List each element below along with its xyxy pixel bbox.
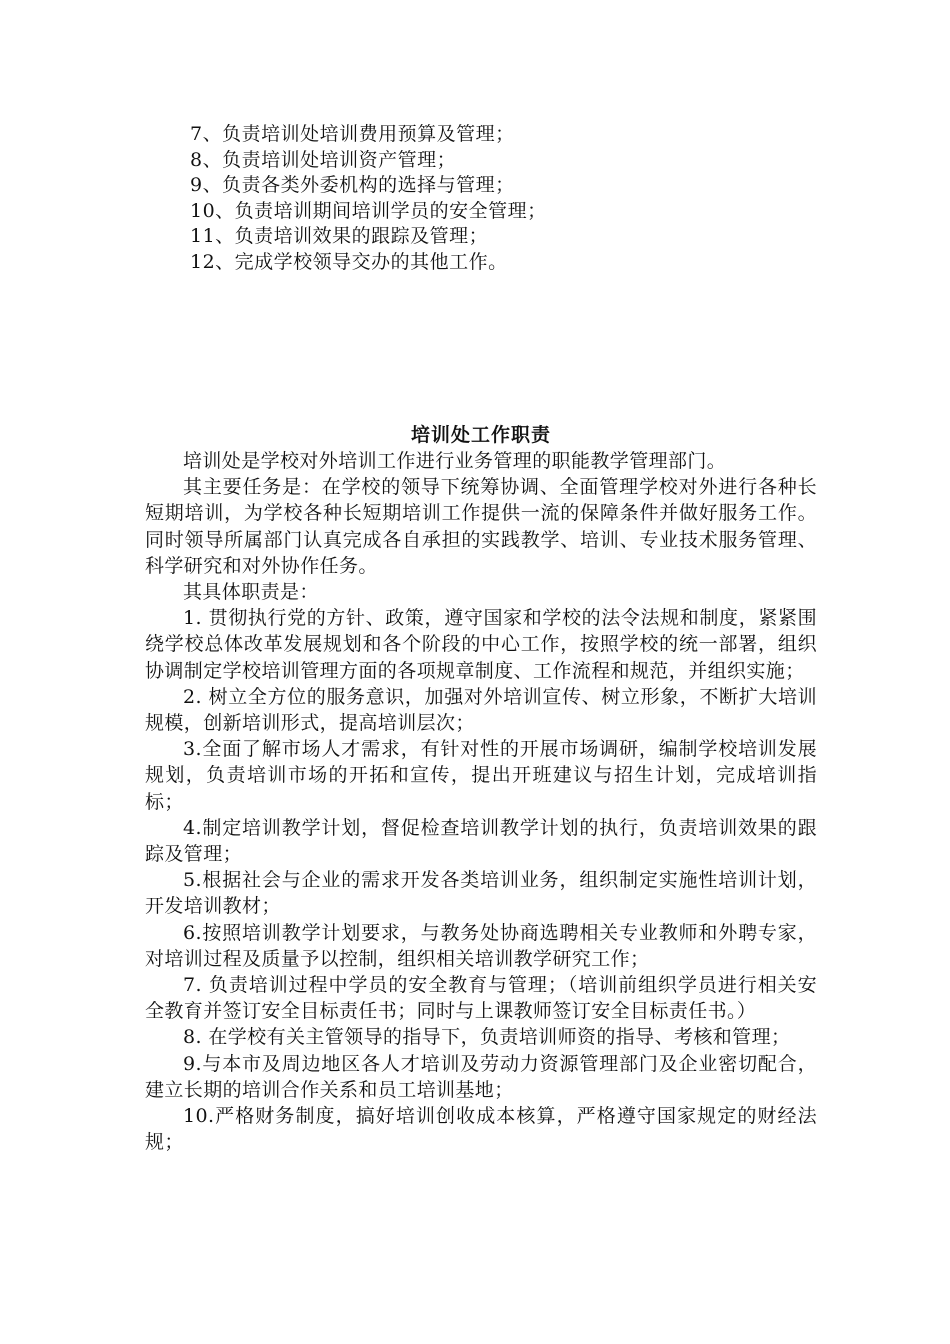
list-item: 8、负责培训处培训资产管理； xyxy=(190,148,457,171)
paragraph-specific-duties-heading: 其具体职责是： xyxy=(183,581,319,604)
training-office-duties-section xyxy=(145,422,817,1155)
duty-list-continued xyxy=(190,122,890,276)
paragraph-duty-2: 2. 树立全方位的服务意识，加强对外培训宣传、树立形象，不断扩大培训规模，创新培训形式，提高培训层次； xyxy=(145,685,817,735)
list-item: 9、负责各类外委机构的选择与管理； xyxy=(190,174,515,197)
list-item: 7、负责培训处培训费用预算及管理； xyxy=(190,123,515,145)
list-item: 12、完成学校领导交办的其他工作。 xyxy=(190,250,508,273)
paragraph-duty-5: 5.根据社会与企业的需求开发各类培训业务，组织制定实施性培训计划，开发培训教材； xyxy=(145,869,817,918)
paragraph-duty-4: 4.制定培训教学计划，督促检查培训教学计划的执行，负责培训效果的跟踪及管理； xyxy=(145,816,817,866)
paragraph-main-tasks: 其主要任务是：在学校的领导下统筹协调、全面管理学校对外进行各种长短期培训，为学校各种长短期培训工作提供一流的保障条件并做好服务工作。同时领导所属部门认真完成各自承担的实践教学、培训、专业技术服务管理、科学研究和对外协作任务。 xyxy=(145,476,817,577)
paragraph-intro: 培训处是学校对外培训工作进行业务管理的职能教学管理部门。 xyxy=(183,450,727,472)
paragraph-duty-8: 8. 在学校有关主管领导的指导下，负责培训师资的指导、考核和管理； xyxy=(183,1026,791,1049)
list-item: 11、负责培训效果的跟踪及管理； xyxy=(190,225,489,248)
paragraph-duty-1: 1. 贯彻执行党的方针、政策，遵守国家和学校的法令法规和制度，紧紧围绕学校总体改革发展规划和各个阶段的中心工作，按照学校的统一部署，组织协调制定学校培训管理方面的各项规章制度、工作流程和规范，并组织实施； xyxy=(145,607,817,682)
paragraph-duty-6: 6.按照培训教学计划要求，与教务处协商选聘相关专业教师和外聘专家，对培训过程及质量予以控制，组织相关培训教学研究工作； xyxy=(145,921,817,970)
paragraph-duty-7: 7. 负责培训过程中学员的安全教育与管理；（培训前组织学员进行相关安全教育并签订安全目标责任书；同时与上课教师签订安全目标责任书。） xyxy=(145,974,817,1023)
paragraph-duty-9: 9.与本市及周边地区各人才培训及劳动力资源管理部门及企业密切配合，建立长期的培训合作关系和员工培训基地； xyxy=(145,1052,817,1101)
paragraph-duty-10: 10.严格财务制度，搞好培训创收成本核算，严格遵守国家规定的财经法规； xyxy=(145,1105,817,1154)
paragraph-duty-3: 3.全面了解市场人才需求，有针对性的开展市场调研，编制学校培训发展规划，负责培训市场的开拓和宣传，提出开班建议与招生计划，完成培训指标； xyxy=(145,738,817,813)
section-title: 培训处工作职责 xyxy=(410,424,551,446)
list-item: 10、负责培训期间培训学员的安全管理； xyxy=(190,199,547,222)
